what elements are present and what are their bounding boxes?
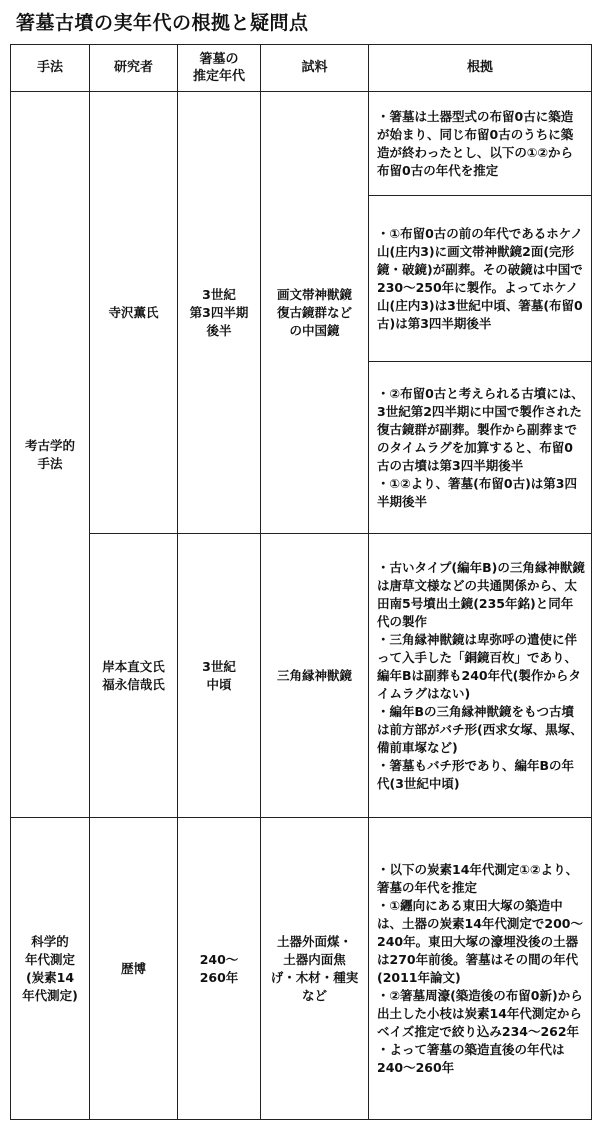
- researcher-kishimoto: 岸本直文氏 福永信哉氏: [90, 534, 178, 818]
- date-rekihaku: 240〜 260年: [178, 818, 261, 1120]
- researcher-terasawa: 寺沢薫氏: [90, 92, 178, 534]
- date-kishimoto: 3世紀 中頃: [178, 534, 261, 818]
- method-archaeological: 考古学的 手法: [11, 92, 90, 818]
- basis-kishimoto: ・古いタイプ(編年B)の三角縁神獣鏡は唐草文様などの共通関係から、太田南5号墳出土鏡(235年銘)と同年代の製作 ・三角縁神獣鏡は卑弥呼の遣使に伴って入手した「銅鏡百枚」であり、編年Bは副葬も240年代(製作からタイムラグはない) ・編年Bの三角縁神獣鏡をもつ古墳は前方部がバチ形(西求女塚、黒塚、備前車塚など) ・箸墓もバチ形であり、編年Bの年代(3世紀中頃): [369, 534, 592, 818]
- table-row: [11, 92, 592, 196]
- basis-table: [10, 44, 592, 1120]
- basis-rekihaku: ・以下の炭素14年代測定①②より、箸墓の年代を推定 ・①纒向にある東田大塚の築造中は、土器の炭素14年代測定で200〜240年。東田大塚の濠埋没後の土器は270年前後。箸墓はその間の年代(2011年論文) ・②箸墓周濠(築造後の布留0新)から出土した小枝は炭素14年代測定からベイズ推定で絞り込み234〜262年 ・よって箸墓の築造直後の年代は240〜260年: [369, 818, 592, 1120]
- basis-terasawa-3: ・②布留0古と考えられる古墳には、3世紀第2四半期に中国で製作された復古鏡群が副葬。製作から副葬までのタイムラグを加算すると、布留0古の古墳は第3四半期後半 ・①②より、箸墓(布留0古)は第3四半期後半: [369, 362, 592, 534]
- basis-terasawa-2: ・①布留0古の前の年代であるホケノ山(庄内3)に画文帯神獣鏡2面(完形鏡・破鏡)が副葬。その破鏡は中国で230〜250年に製作。よってホケノ山(庄内3)は3世紀中頃、箸墓(布留0古)は第3四半期後半: [369, 196, 592, 362]
- basis-terasawa-1: ・箸墓は土器型式の布留0古に築造が始まり、同じ布留0古のうちに築造が終わったとし、以下の①②から布留0古の年代を推定: [369, 92, 592, 196]
- researcher-rekihaku: 歴博: [90, 818, 178, 1120]
- header-method: 手法: [11, 45, 90, 92]
- header-date: 箸墓の 推定年代: [178, 45, 261, 92]
- header-material: 試料: [261, 45, 369, 92]
- table-row: [11, 534, 592, 818]
- material-rekihaku: 土器外面煤・ 土器内面焦 げ・木材・種実 など: [261, 818, 369, 1120]
- page-title: 箸墓古墳の実年代の根拠と疑問点: [16, 12, 309, 34]
- header-basis: 根拠: [369, 45, 592, 92]
- method-scientific: 科学的 年代測定 (炭素14 年代測定): [11, 818, 90, 1120]
- material-terasawa: 画文帯神獣鏡 復古鏡群など の中国鏡: [261, 92, 369, 534]
- date-terasawa: 3世紀 第3四半期 後半: [178, 92, 261, 534]
- header-researcher: 研究者: [90, 45, 178, 92]
- table-row: [11, 818, 592, 1120]
- header-row: [11, 45, 592, 92]
- material-kishimoto: 三角縁神獣鏡: [261, 534, 369, 818]
